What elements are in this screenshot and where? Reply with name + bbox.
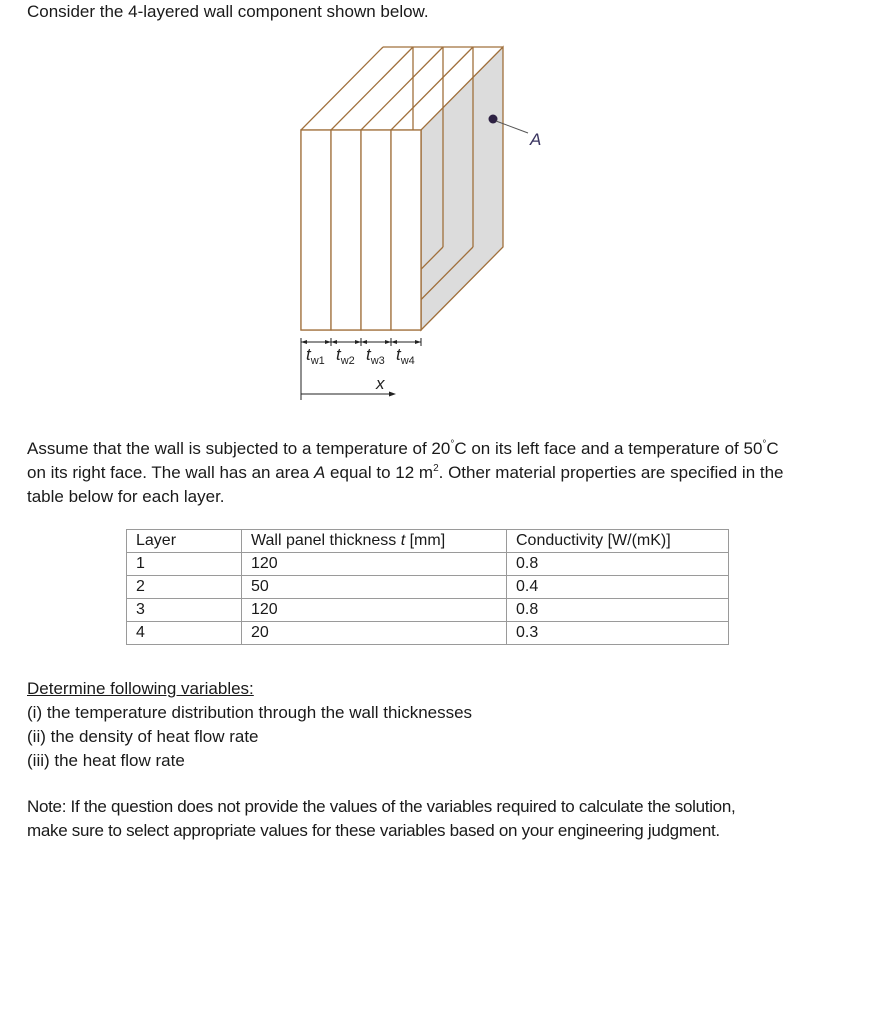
table-row: 1 120 0.8 <box>127 553 729 576</box>
area-point-icon <box>489 115 498 124</box>
table-row: 4 20 0.3 <box>127 622 729 645</box>
intro-text: Consider the 4-layered wall component shown below. <box>27 2 429 21</box>
thickness-label-2: $t_{w2}$ <box>336 345 355 367</box>
determine-heading: Determine following variables: <box>27 679 254 698</box>
area-label: A <box>530 130 542 149</box>
layer-properties-table <box>126 529 729 645</box>
task-item: (ii) the density of heat flow rate <box>27 727 259 746</box>
thickness-dimensions <box>301 338 421 400</box>
table-row: 3 120 0.8 <box>127 599 729 622</box>
header-conductivity: Conductivity [W/(mK)] <box>507 530 729 553</box>
assumption-paragraph: Assume that the wall is subjected to a temperature of 20°C on its left face and a temperature of 50°C on its right face. The wall has an area A equal to 12 $m^2$. Other material properties are specified in the table below for each layer. <box>27 439 784 506</box>
note-paragraph: Note: If the question does not provide the values of the variables required to calculate the solution, make sure to select appropriate values for these variables based on your engineering judgment. <box>27 797 736 840</box>
header-layer: Layer <box>127 530 242 553</box>
x-axis-label: x <box>376 374 385 393</box>
thickness-label-4: $t_{w4}$ <box>396 345 415 367</box>
header-thickness: Wall panel thickness t [mm] <box>242 530 507 553</box>
task-item: (iii) the heat flow rate <box>27 751 185 770</box>
thickness-label-3: $t_{w3}$ <box>366 345 385 367</box>
task-item: (i) the temperature distribution through the wall thicknesses <box>27 703 473 722</box>
determine-section <box>27 677 837 773</box>
wall-diagram <box>0 0 872 410</box>
thickness-label-1: $t_{w1}$ <box>306 345 325 367</box>
table-header-row <box>127 530 729 553</box>
table-row: 2 50 0.4 <box>127 576 729 599</box>
